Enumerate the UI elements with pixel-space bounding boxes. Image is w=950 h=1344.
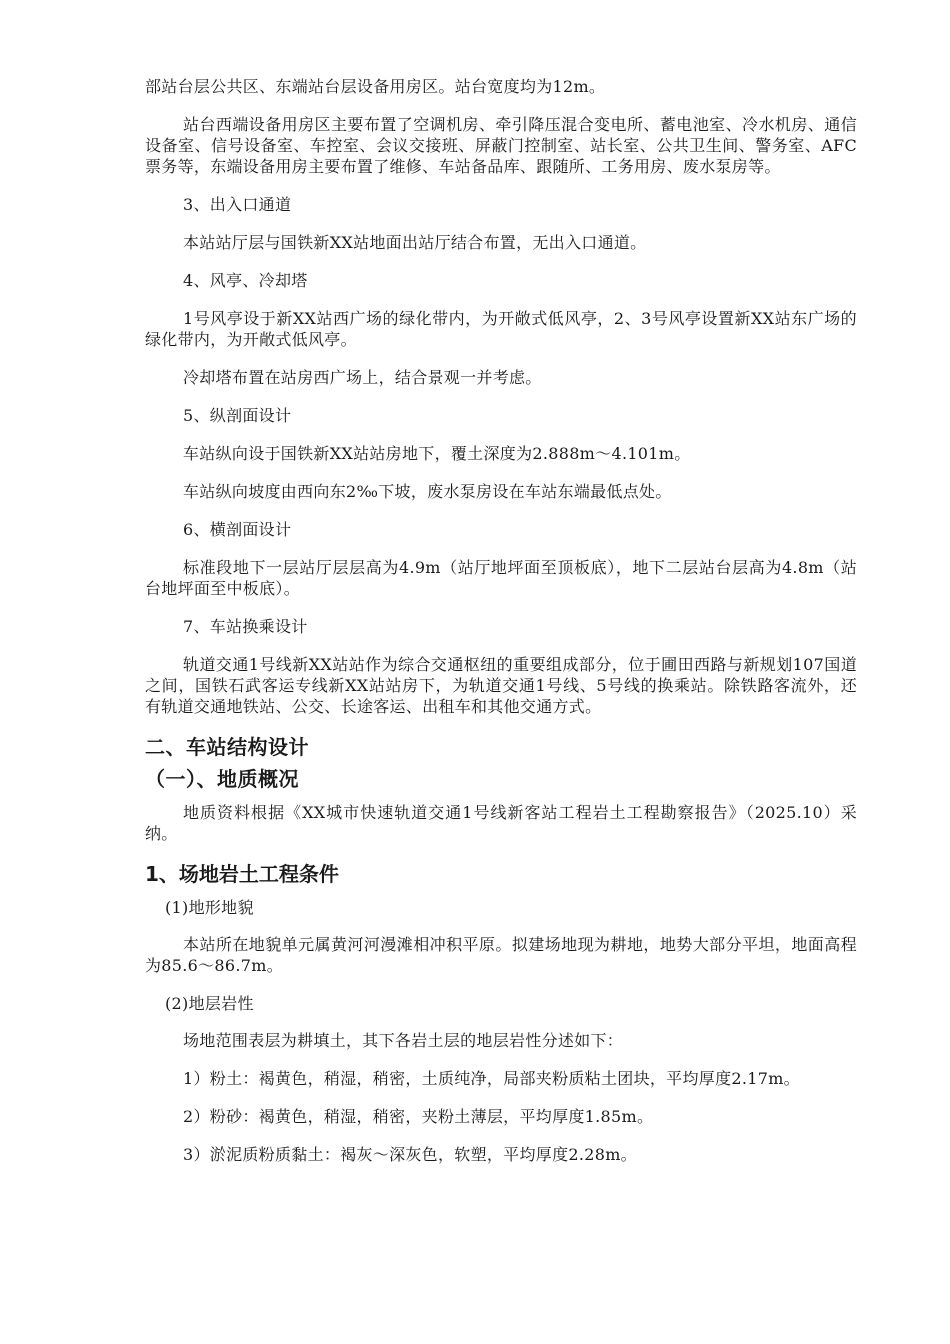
heading-longitudinal-profile: 5、纵剖面设计 [183,406,292,425]
document-page [145,76,857,1182]
paragraph-entrance-passage: 本站站厅层与国铁新XX站地面出站厅结合布置，无出入口通道。 [183,233,647,252]
subheading-strata: (2)地层岩性 [165,994,254,1013]
paragraph-longitudinal-slope: 车站纵向坡度由西向东2‰下坡，废水泵房设在车站东端最低点处。 [183,482,672,501]
paragraph-transfer-design: 轨道交通1号线新XX站站作为综合交通枢纽的重要组成部分，位于圃田西路与新规划107国道之间，国铁石武客运专线新XX站站房下，为轨道交通1号线、5号线的换乘站。除铁路客流外，还有轨道交通地铁站、公交、长途客运、出租车和其他交通方式。 [145,655,857,716]
heading-wind-pavilion: 4、风亭、冷却塔 [183,271,308,290]
section-heading-site-conditions: 1、场地岩土工程条件 [145,862,339,886]
list-item-silty-sand: 2）粉砂：褐黄色，稍湿，稍密，夹粉土薄层，平均厚度1.85m。 [183,1107,654,1126]
paragraph-strata-intro: 场地范围表层为耕填土，其下各岩土层的地层岩性分述如下： [183,1031,624,1050]
paragraph-wind-pavilion: 1号风亭设于新XX站西广场的绿化带内，为开敞式低风亭，2、3号风亭设置新XX站东广场的绿化带内，为开敞式低风亭。 [145,309,857,349]
list-item-mucky-clay: 3）淤泥质粉质黏土：褐灰～深灰色，软塑，平均厚度2.28m。 [183,1145,637,1164]
heading-transfer-design: 7、车站换乘设计 [183,617,308,636]
paragraph-equipment-rooms: 站台西端设备用房区主要布置了空调机房、牵引降压混合变电所、蓄电池室、冷水机房、通信设备室、信号设备室、车控室、会议交接班、屏蔽门控制室、站长室、公共卫生间、警务室、AFC票务等，东端设备用房主要布置了维修、车站备品库、跟随所、工务用房、废水泵房等。 [145,115,857,176]
heading-cross-section: 6、横剖面设计 [183,520,292,539]
paragraph-geology-source: 地质资料根据《XX城市快速轨道交通1号线新客站工程岩土工程勘察报告》（2025.10）采纳。 [145,803,857,843]
paragraph-cooling-tower: 冷却塔布置在站房西广场上，结合景观一并考虑。 [183,368,542,387]
section-heading-structure: 二、车站结构设计 [145,735,309,759]
paragraph-platform-layout: 部站台层公共区、东端站台层设备用房区。站台宽度均为12m。 [145,77,606,96]
list-item-silt: 1）粉土：褐黄色，稍湿，稍密，土质纯净，局部夹粉质粘土团块，平均厚度2.17m。 [183,1069,800,1088]
paragraph-longitudinal-depth: 车站纵向设于国铁新XX站站房地下，覆土深度为2.888m～4.101m。 [183,444,691,463]
paragraph-cross-section: 标准段地下一层站厅层层高为4.9m（站厅地坪面至顶板底），地下二层站台层高为4.8m（站台地坪面至中板底）。 [145,558,857,598]
heading-entrance-passage: 3、出入口通道 [183,195,292,214]
section-heading-geology: （一）、地质概况 [145,767,299,791]
paragraph-terrain: 本站所在地貌单元属黄河河漫滩相冲积平原。拟建场地现为耕地，地势大部分平坦，地面高程为85.6～86.7m。 [145,935,857,975]
subheading-terrain: (1)地形地貌 [165,898,254,917]
